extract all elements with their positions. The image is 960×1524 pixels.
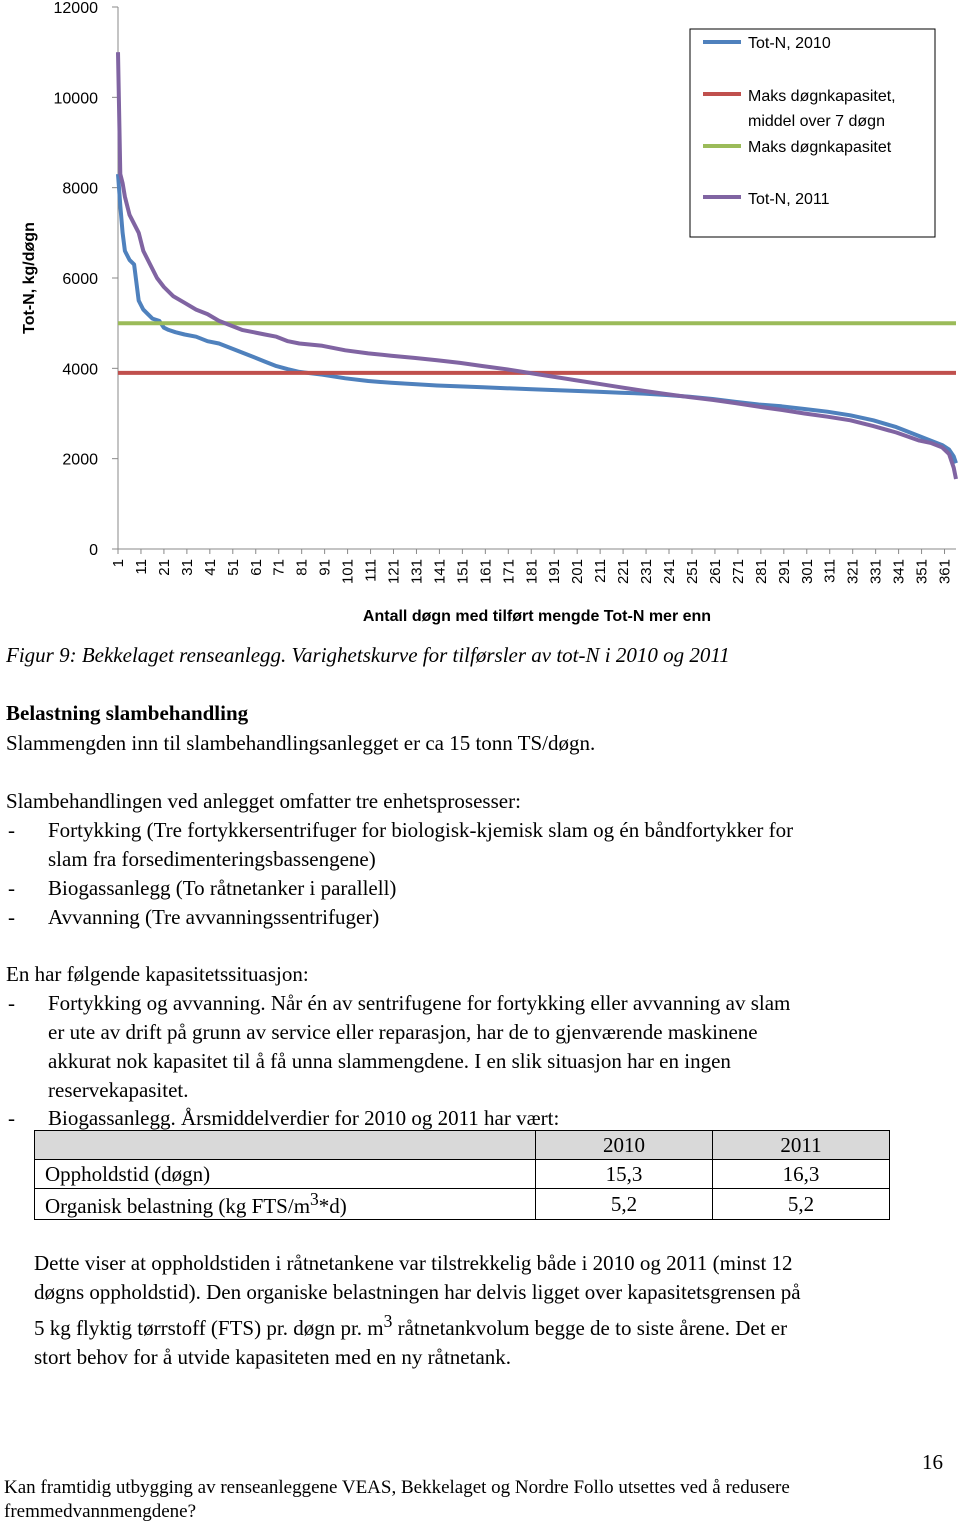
legend-label: Tot-N, 2011 — [748, 191, 830, 208]
x-tick-label: 331 — [867, 559, 885, 585]
x-tick-label: 41 — [201, 559, 219, 576]
x-tick-label: 261 — [706, 559, 724, 585]
x-tick-label: 31 — [178, 559, 196, 576]
list-item-line: Fortykking og avvanning. Når én av sentrifugene for fortykking eller avvanning av slam — [48, 991, 791, 1015]
y-tick-labels — [54, 0, 99, 559]
list-item — [0, 874, 960, 903]
x-tick-labels — [110, 559, 954, 584]
list-dash: - — [8, 876, 15, 900]
x-tick-label: 81 — [293, 559, 311, 576]
table-cell: 5,2 — [536, 1189, 713, 1220]
x-tick-label: 231 — [638, 559, 656, 585]
table-row — [35, 1189, 890, 1220]
label-text: Organisk belastning (kg FTS/m — [45, 1194, 311, 1218]
table-header-row — [35, 1131, 890, 1160]
x-tick-label: 241 — [661, 559, 679, 585]
table-header-cell: 2011 — [713, 1131, 890, 1160]
list-dash: - — [8, 991, 15, 1015]
x-tick-label: 291 — [775, 559, 793, 585]
x-tick-label: 181 — [523, 559, 541, 585]
x-tick-label: 301 — [798, 559, 816, 585]
x-tick-label: 351 — [913, 559, 931, 585]
list-item — [0, 903, 960, 932]
list-item-line: slam fra forsedimenteringsbassengene) — [48, 847, 376, 871]
table-cell: 16,3 — [713, 1160, 890, 1189]
y-tick-label: 6000 — [62, 271, 98, 288]
list-dash: - — [8, 1106, 15, 1130]
paragraph-line: døgns oppholdstid). Den organiske belastningen har delvis ligget over kapasitetsgrensen på — [34, 1280, 801, 1304]
digester-table — [34, 1130, 890, 1220]
list-item — [0, 989, 960, 1105]
x-tick-label: 171 — [500, 559, 518, 585]
y-tick-label: 10000 — [53, 90, 98, 108]
x-axis-label: Antall døgn med tilført mengde Tot-N mer enn — [362, 608, 712, 625]
list-dash: - — [8, 905, 15, 929]
x-tick-label: 311 — [821, 559, 839, 583]
table-header-cell — [35, 1131, 536, 1160]
x-tick-label: 121 — [385, 559, 403, 585]
x-tick-label: 131 — [408, 559, 426, 585]
x-tick-label: 21 — [155, 559, 173, 576]
x-tick-label: 341 — [890, 559, 908, 585]
y-axis-label: Tot-N, kg/døgn — [21, 222, 38, 334]
list-item-text: Biogassanlegg. Årsmiddelverdier for 2010 og 2011 har vært: — [48, 1106, 560, 1130]
label-text: *d) — [318, 1194, 347, 1218]
y-tick-label: 4000 — [62, 361, 98, 379]
x-tick-label: 361 — [936, 559, 954, 585]
y-tick-label: 8000 — [62, 180, 98, 198]
legend-label: Maks døgnkapasitet — [748, 139, 892, 156]
x-tick-label: 101 — [339, 559, 357, 585]
list-item-line: akkurat nok kapasitet til å få unna slammengdene. I en slik situasjon har en ingen — [48, 1049, 731, 1073]
x-tick-label: 191 — [546, 559, 564, 585]
footer-line: fremmedvannmengdene? — [4, 1501, 197, 1522]
x-tick-label: 111 — [362, 559, 380, 582]
superscript: 3 — [310, 1189, 319, 1209]
footer-line: Kan framtidig utbygging av renseanleggene VEAS, Bekkelaget og Nordre Follo utsettes ved å redusere — [4, 1477, 790, 1498]
x-tick-label: 11 — [132, 559, 150, 575]
y-tick-label: 0 — [89, 542, 98, 559]
x-tick-label: 1 — [110, 559, 127, 568]
table-cell: 15,3 — [536, 1160, 713, 1189]
x-tick-label: 251 — [683, 559, 701, 585]
y-tick-label: 12000 — [53, 0, 98, 17]
page-number: 16 — [922, 1450, 943, 1474]
x-tick-label: 151 — [454, 559, 472, 585]
x-tick-label: 281 — [752, 559, 770, 585]
paragraph-line — [34, 1307, 954, 1343]
chart-legend — [690, 29, 935, 237]
x-tick-label: 221 — [615, 559, 633, 585]
paragraph-line: Dette viser at oppholdstiden i råtnetankene var tilstrekkelig både i 2010 og 2011 (minst 12 — [34, 1251, 793, 1275]
x-tick-label: 211 — [592, 559, 610, 583]
x-tick-label: 321 — [844, 559, 862, 585]
x-tick-label: 51 — [224, 559, 242, 576]
superscript: 3 — [383, 1311, 393, 1331]
list-item-text: Biogassanlegg (To råtnetanker i parallell) — [48, 876, 397, 900]
intro-paragraph: Slammengden inn til slambehandlingsanlegget er ca 15 tonn TS/døgn. — [6, 731, 596, 755]
table-cell: 5,2 — [713, 1189, 890, 1220]
capacity-intro: En har følgende kapasitetssituasjon: — [6, 962, 309, 986]
list-dash: - — [8, 818, 15, 842]
table-header-cell: 2010 — [536, 1131, 713, 1160]
legend-label: Tot-N, 2010 — [748, 35, 831, 52]
section-heading: Belastning slambehandling — [6, 701, 249, 725]
list-item-line: reservekapasitet. — [48, 1078, 189, 1102]
list-item — [0, 816, 960, 874]
line-text: råtnetankvolum begge de to siste årene. Det er — [392, 1316, 788, 1340]
x-tick-label: 141 — [431, 559, 449, 585]
list-item-line: Fortykking (Tre fortykkersentrifuger for biologisk-kjemisk slam og én båndfortykker for — [48, 818, 794, 842]
line-text: 5 kg flyktig tørrstoff (FTS) pr. døgn pr. m — [34, 1316, 384, 1340]
legend-label: middel over 7 døgn — [748, 113, 885, 130]
legend-label: Maks døgnkapasitet, — [748, 88, 896, 105]
table-cell-label — [35, 1189, 536, 1220]
x-tick-label: 61 — [247, 559, 265, 576]
figure-caption: Figur 9: Bekkelaget renseanlegg. Varighetskurve for tilførsler av tot-N i 2010 og 2011 — [6, 643, 730, 667]
table-cell-label: Oppholdstid (døgn) — [35, 1160, 536, 1189]
list-item-text — [48, 989, 948, 1105]
x-tick-label: 271 — [729, 559, 747, 585]
x-tick-label: 161 — [477, 559, 495, 585]
processes-intro: Slambehandlingen ved anlegget omfatter tre enhetsprosesser: — [6, 789, 521, 813]
conclusion-paragraph — [34, 1249, 954, 1372]
x-tick-label: 71 — [270, 559, 288, 576]
x-tick-label: 201 — [569, 559, 587, 585]
list-item — [0, 1104, 960, 1133]
list-item-text — [48, 816, 948, 874]
list-item-text: Avvanning (Tre avvanningssentrifuger) — [48, 905, 380, 929]
y-tick-label: 2000 — [62, 451, 98, 469]
table-row — [35, 1160, 890, 1189]
paragraph-line: stort behov for å utvide kapasiteten med en ny råtnetank. — [34, 1345, 512, 1369]
duration-curve-chart — [0, 0, 960, 630]
x-tick-label: 91 — [316, 559, 334, 576]
page-footer — [4, 1476, 904, 1524]
list-item-line: er ute av drift på grunn av service eller reparasjon, har de to gjenværende maskinene — [48, 1020, 758, 1044]
